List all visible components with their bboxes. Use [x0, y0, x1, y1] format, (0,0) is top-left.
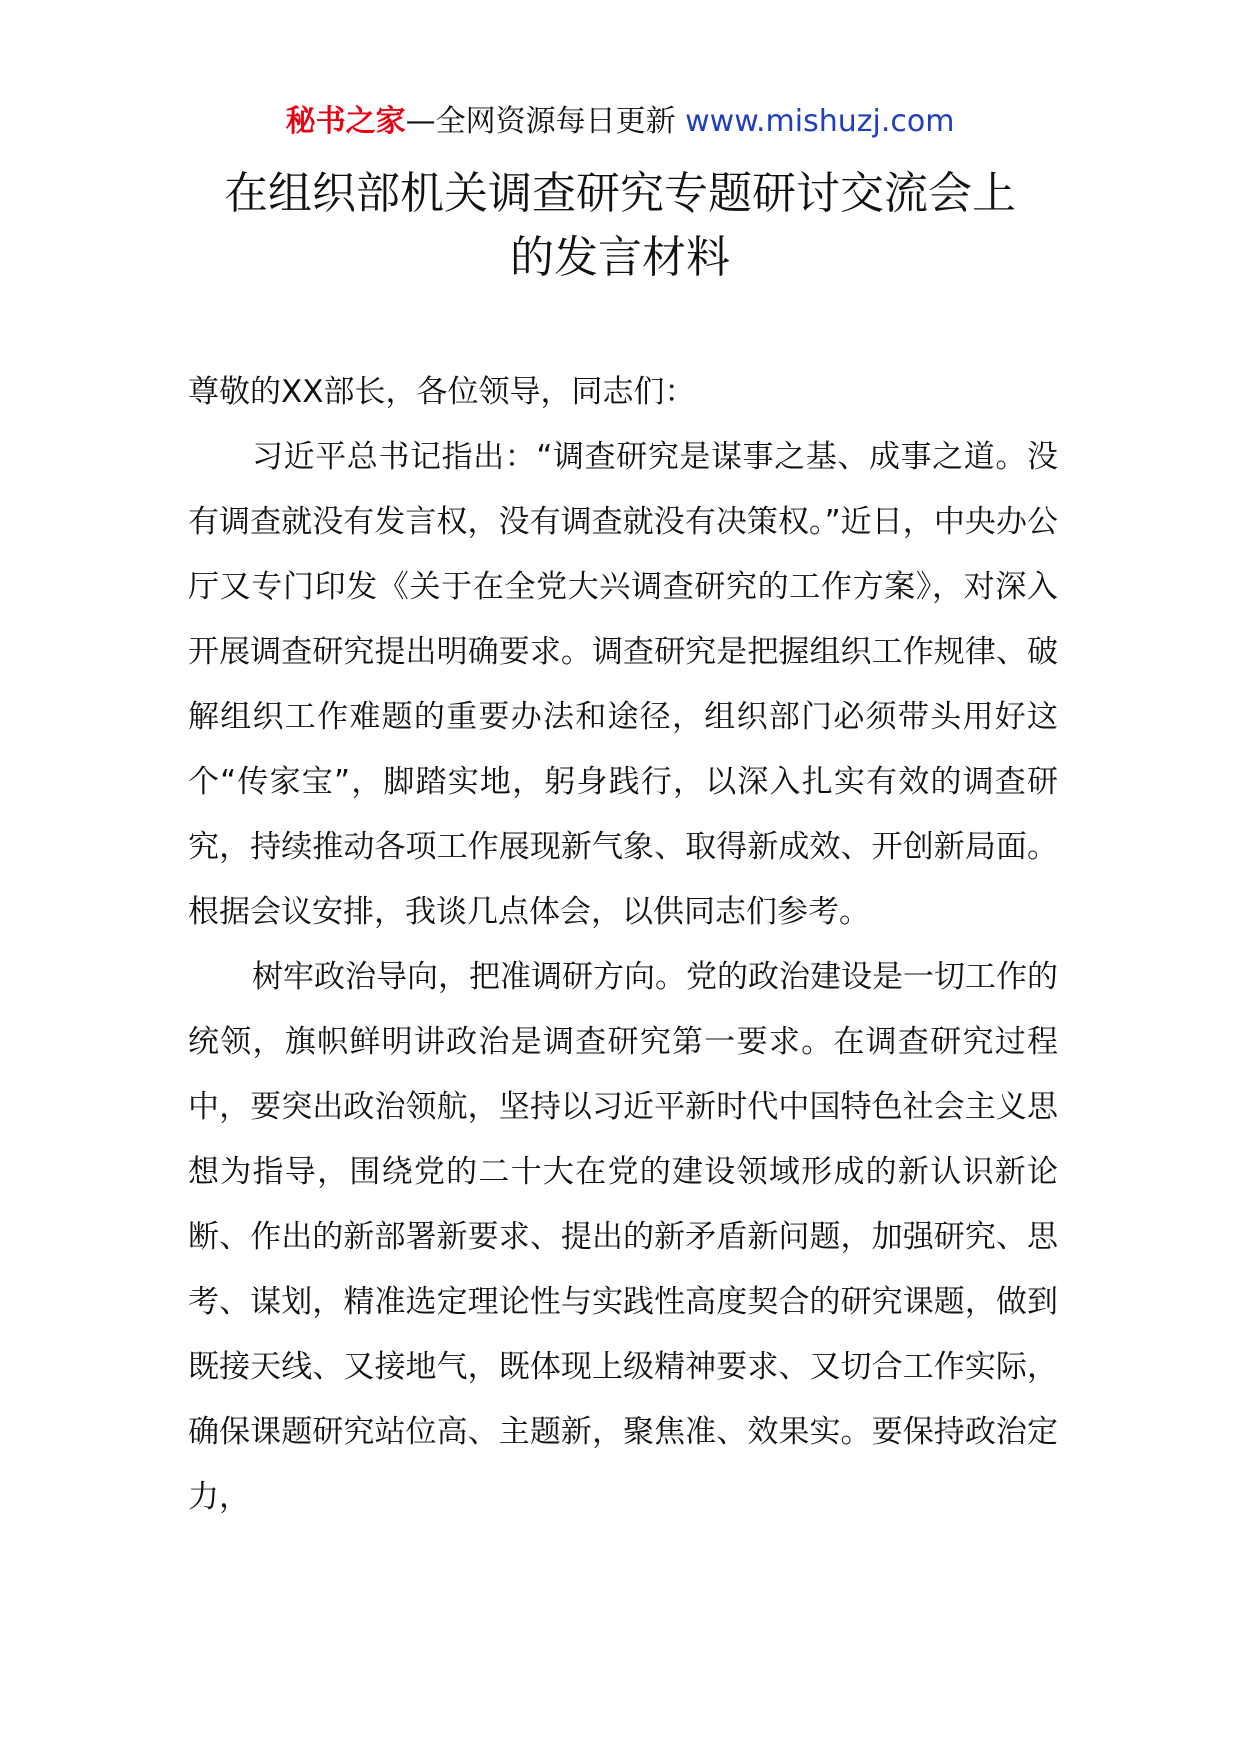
site-brand: 秘书之家: [285, 104, 406, 139]
document-title-line-2: 的发言材料: [510, 232, 730, 283]
document-title-line-1: 在组织部机关调查研究专题研讨交流会上: [224, 168, 1016, 219]
site-url-link[interactable]: www.mishuzj.com: [685, 104, 955, 139]
salutation: 尊敬的XX部长，各位领导，同志们：: [188, 374, 696, 410]
document-body: [188, 360, 1058, 1530]
paragraph-1: 习近平总书记指出：“调查研究是谋事之基、成事之道。没有调查就没有发言权，没有调查就没有决策权。”近日，中央办公厅又专门印发《关于在全党大兴调查研究的工作方案》，对深入开展调查研究提出明确要求。调查研究是把握组织工作规律、破解组织工作难题的重要办法和途径，组织部门必须带头用好这个“传家宝”，脚踏实地，躬身践行，以深入扎实有效的调查研究，持续推动各项工作展现新气象、取得新成效、开创新局面。根据会议安排，我谈几点体会，以供同志们参考。: [188, 439, 1058, 930]
paragraph-2: 树牢政治导向，把准调研方向。党的政治建设是一切工作的统领，旗帜鲜明讲政治是调查研究第一要求。在调查研究过程中，要突出政治领航，坚持以习近平新时代中国特色社会主义思想为指导，围绕党的二十大在党的建设领域形成的新认识新论断、作出的新部署新要求、提出的新矛盾新问题，加强研究、思考、谋划，精准选定理论性与实践性高度契合的研究课题，做到既接天线、又接地气，既体现上级精神要求、又切合工作实际，确保课题研究站位高、主题新，聚焦准、效果实。要保持政治定力，: [188, 959, 1058, 1515]
site-slogan: —全网资源每日更新: [405, 104, 676, 139]
site-header: [0, 100, 1240, 144]
document-title: [160, 162, 1080, 290]
